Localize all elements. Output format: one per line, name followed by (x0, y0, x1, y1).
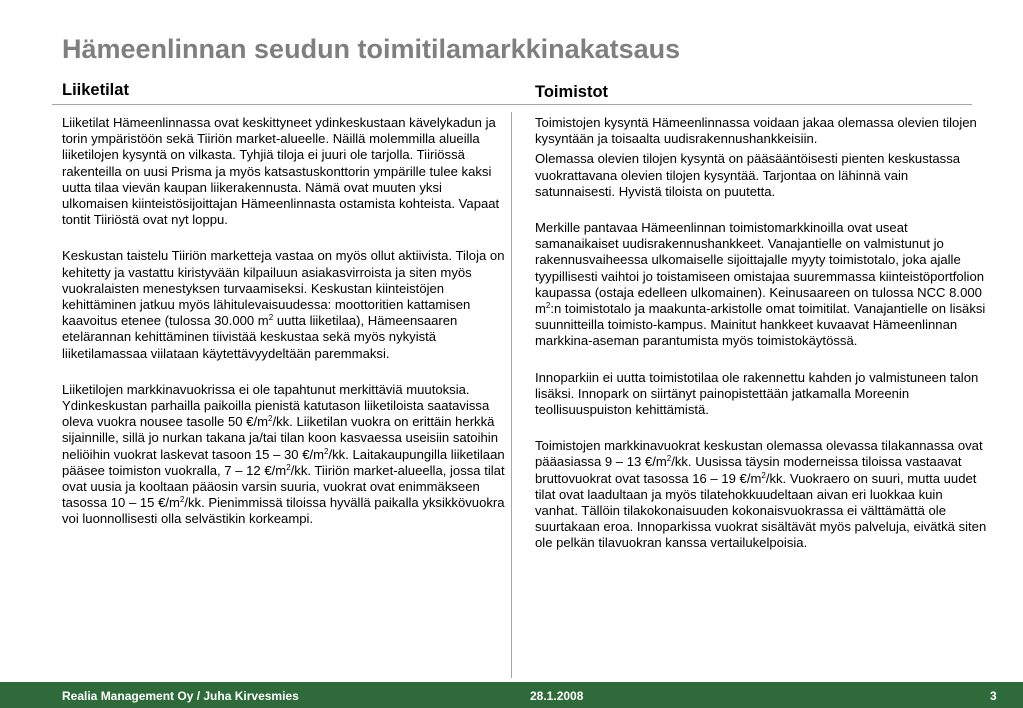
paragraph-text: Liiketilojen markkinavuokrissa ei ole tapahtunut merkittäviä muutoksia. Ydinkeskustan parhailla paikoilla pienistä katutason liiketiloista saatavissa oleva vuokra nousee tasolle 50 €/m (62, 381, 490, 430)
paragraph (62, 248, 506, 361)
paragraph (62, 115, 506, 228)
paragraph (535, 220, 987, 350)
paragraph-text: Olemassa olevien tilojen kysyntä on pääsääntöisesti pienten keskustassa vuokrattavana olevien tilojen kysyntää. Tarjontaa on lähinnä vain satunnaisesti. Hyvistä tiloista on puutetta. (535, 151, 961, 199)
footer-author: Realia Management Oy / Juha Kirvesmies (62, 689, 299, 703)
page-number: 3 (990, 689, 997, 703)
section-heading-liiketilat: Liiketilat (62, 81, 129, 99)
superscript: 2 (286, 462, 291, 472)
paragraph-text: /kk. Tiiriön market-alueella, jossa tilat ovat uusia ja kooltaan pääosin varsin suuria, vuokrat ovat enimmäkseen tasossa 10 – 15 €/m (62, 462, 505, 511)
paragraph-text: Toimistojen markkinavuokrat keskustan olemassa olevassa tilakannassa ovat pääasiassa 9 – 13 €/m (535, 438, 983, 470)
section-heading-toimistot: Toimistot (535, 83, 609, 101)
paragraph-text: :n toimistotalo ja maakunta-arkistolle omat toimitilat. Vanajantielle on lisäksi suunnitteilla toimisto-kampus. Mainitut hankkeet kuvaavat Hämeenlinnan markkina-aseman parantumista myös toimistokäytössä. (535, 301, 986, 349)
superscript: 2 (324, 446, 329, 456)
paragraph-text: Toimistojen kysyntä Hämeenlinnassa voidaan jakaa olemassa olevien tilojen kysyntään ja toisaalta uudisrakennushankkeisiin. (535, 115, 977, 147)
superscript: 2 (268, 313, 274, 323)
paragraph-text: Innoparkiin ei uutta toimistotilaa ole rakennettu kahden jo valmistuneen talon lisäksi. Innopark on siirtänyt painopistettään jatkamalla Moreenin teollisuuspuiston kehittämistä. (535, 369, 979, 418)
paragraph (62, 382, 506, 528)
paragraph-text: Keskustan taistelu Tiiriön marketteja vastaa on myös ollut aktiivista. Tiloja on kehitetty ja vastattu kiristyvään kilpailuun asiakasvirroista ja siten myös vuokralaisten menestyksen turvaamiseksi. Keskustan kiinteistöjen kehittäminen jatkuu myös lähitulevaisuudessa: moottoritien kattamisen kaavoitus etenee (tulossa 30.000 m (62, 248, 505, 329)
right-column (535, 115, 987, 572)
paragraph-text: /kk. Vuokraero on suuri, mutta uudet tilat ovat laadultaan ja myös tilatehokkuudeltaan aivan eri luokkaa kuin vanhat. Tällöin tilakokonaisuuden kokonaisvuokrassa ei välttämättä ole suurtakaan eroa. Innoparkissa vuokrat sisältävät myös palveluja, eivätkä siten ole pelkän tilavuokran kanssa vertailukelpoisia. (535, 470, 987, 551)
column-divider (511, 112, 512, 678)
paragraph-text: /kk. Liiketilan vuokra on erittäin herkkä sijainnille, sillä jo nurkan takana ja/tai tilan koon kasvaessa useisiin satoihin neliöihin vuokrat laskevat tasoon 15 – 30 €/m (62, 414, 498, 462)
superscript: 2 (268, 414, 273, 424)
paragraph-text: /kk. Uusissa täysin moderneissa tiloissa vastaavat bruttovuokrat ovat tasossa 16 – 19 €/m (535, 454, 962, 486)
paragraph-text: /kk. Laitakaupungilla liiketilaan pääsee toimiston vuokralla, 7 – 12 €/m (62, 446, 505, 478)
paragraph (535, 370, 987, 419)
paragraph (535, 438, 987, 551)
left-column (62, 115, 506, 548)
paragraph-text: Liiketilat Hämeenlinnassa ovat keskittyneet ydinkeskustaan kävelykadun ja torin ympäristöön sekä Tiiriön market-alueelle. Näillä molemmilla alueilla liiketilojen kysyntä on vilkasta. Tyhjiä tiloja ei juuri ole tarjolla. Tiiriössä rakenteilla on uusi Prisma ja myös katsastuskonttorin ympärille tulee kaksi uutta tilaa vievän kaupan liikerakennusta. Nämä ovat muuten yksi ulkomaisen kiinteistösijoittajan Hämeenlinnasta ostamista kohteista. Vapaat tontit Tiiriöstä ovat nyt loppu. (62, 115, 500, 228)
page-title: Hämeenlinnan seudun toimitilamarkkinakatsaus (62, 34, 681, 64)
footer-date: 28.1.2008 (530, 689, 584, 703)
paragraph-text: Merkille pantavaa Hämeenlinnan toimistomarkkinoilla ovat useat samanaikaiset uudisrakennushankkeet. Vanajantielle on valmistunut jo rakennusvaiheessa ulkomaiselle sijoittajalle myyty toimistotalo, joka ajalle tyypillisesti vaihtoi jo toistamiseen omistajaa suuremmassa kiinteistöportfolion kaupassa (ostaja edelleen ulkomainen). Keinusaareen on tulossa NCC 8.000 m (535, 220, 985, 317)
superscript: 2 (179, 495, 185, 505)
paragraph (535, 115, 987, 147)
paragraph (535, 151, 987, 200)
superscript: 2 (761, 470, 766, 480)
horizontal-rule (52, 104, 972, 105)
paragraph-text: /kk. Pienimmissä tiloissa hyvällä paikalla yksikkövuokra voi luonnollisesti olla selvästikin korkeampi. (62, 495, 505, 527)
superscript: 2 (666, 454, 672, 464)
superscript: 2 (545, 301, 551, 311)
footer-bar (0, 682, 1023, 708)
paragraph-text: uutta liiketilaa), Hämeensaaren etelärannan kehittäminen tiivistää keskustaa sekä myös nykyistä liiketilamassaa viilataan käytettävyydeltään paremmaksi. (62, 313, 458, 361)
